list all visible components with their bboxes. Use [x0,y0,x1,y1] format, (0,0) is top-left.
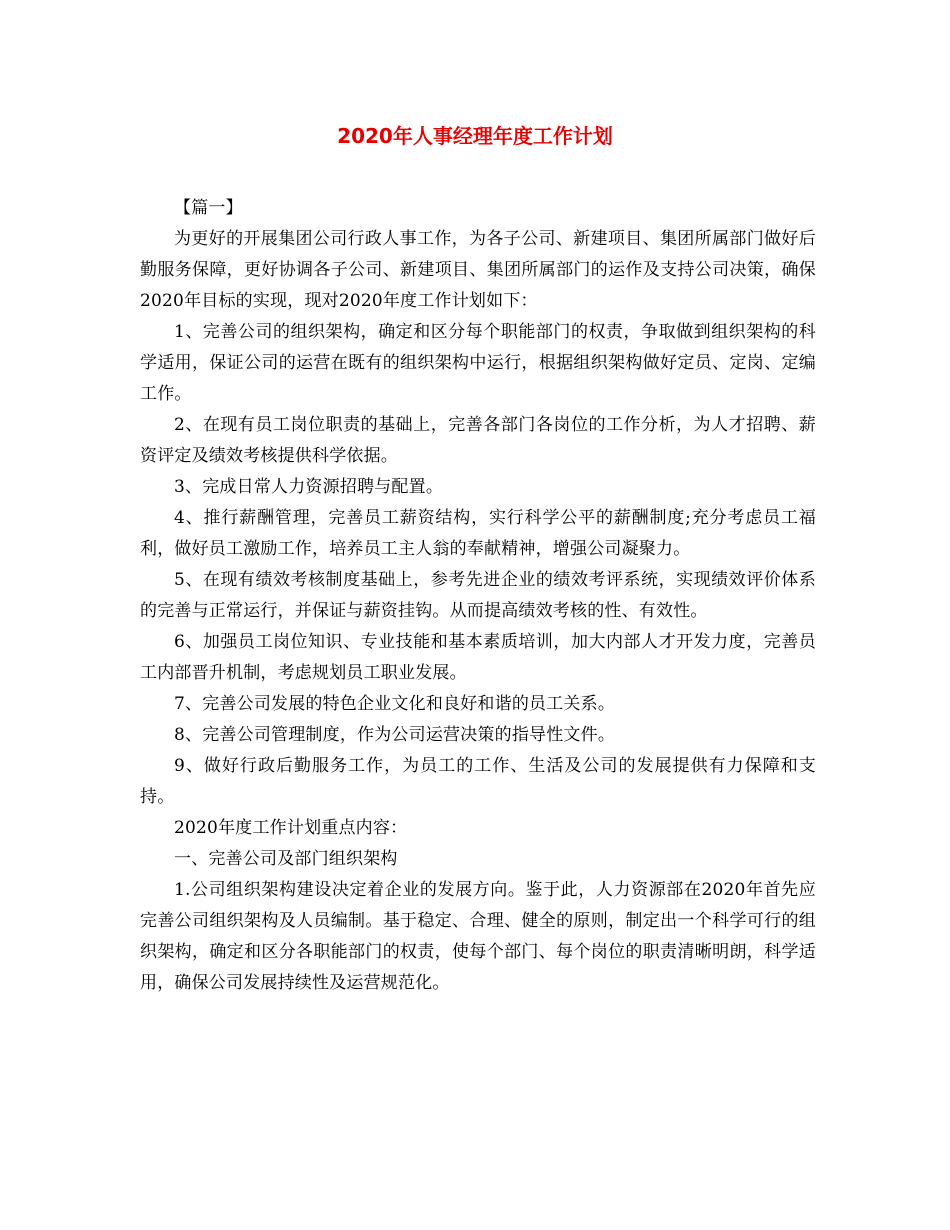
document-title: 2020年人事经理年度工作计划 [337,124,613,148]
intro-paragraph: 为更好的开展集团公司行政人事工作，为各子公司、新建项目、集团所属部门做好后勤服务保障，更好协调各子公司、新建项目、集团所属部门的运作及支持公司决策，确保2020年目标的实现，现对2020年度工作计划如下： [140,229,816,311]
key-content-heading: 2020年度工作计划重点内容： [174,818,408,838]
list-item-3: 3、完成日常人力资源招聘与配置。 [174,477,444,497]
section-heading: 【篇一】 [174,198,243,218]
list-item-9: 9、做好行政后勤服务工作，为员工的工作、生活及公司的发展提供有力保障和支持。 [140,756,816,807]
list-item-6: 6、加强员工岗位知识、专业技能和基本素质培训，加大内部人才开发力度，完善员工内部晋升机制，考虑规划员工职业发展。 [140,632,816,683]
document-body [140,193,816,999]
list-item-4: 4、推行薪酬管理，完善员工薪资结构，实行科学公平的薪酬制度;充分考虑员工福利，做好员工激励工作，培养员工主人翁的奉献精神，增强公司凝聚力。 [140,508,816,559]
subsection-heading: 一、完善公司及部门组织架构 [174,849,398,869]
list-item-5: 5、在现有绩效考核制度基础上，参考先进企业的绩效考评系统，实现绩效评价体系的完善与正常运行，并保证与薪资挂钩。从而提高绩效考核的性、有效性。 [140,570,816,621]
list-item-7: 7、完善公司发展的特色企业文化和良好和谐的员工关系。 [174,694,616,714]
list-item-1: 1、完善公司的组织架构，确定和区分每个职能部门的权责，争取做到组织架构的科学适用，保证公司的运营在既有的组织架构中运行，根据组织架构做好定员、定岗、定编工作。 [140,322,816,404]
list-item-2: 2、在现有员工岗位职责的基础上，完善各部门各岗位的工作分析，为人才招聘、薪资评定及绩效考核提供科学依据。 [140,415,816,466]
list-item-8: 8、完善公司管理制度，作为公司运营决策的指导性文件。 [174,725,616,745]
subsection-paragraph: 1.公司组织架构建设决定着企业的发展方向。鉴于此，人力资源部在2020年首先应完善公司组织架构及人员编制。基于稳定、合理、健全的原则，制定出一个科学可行的组织架构，确定和区分各职能部门的权责，使每个部门、每个岗位的职责清晰明朗，科学适用，确保公司发展持续性及运营规范化。 [140,880,816,993]
